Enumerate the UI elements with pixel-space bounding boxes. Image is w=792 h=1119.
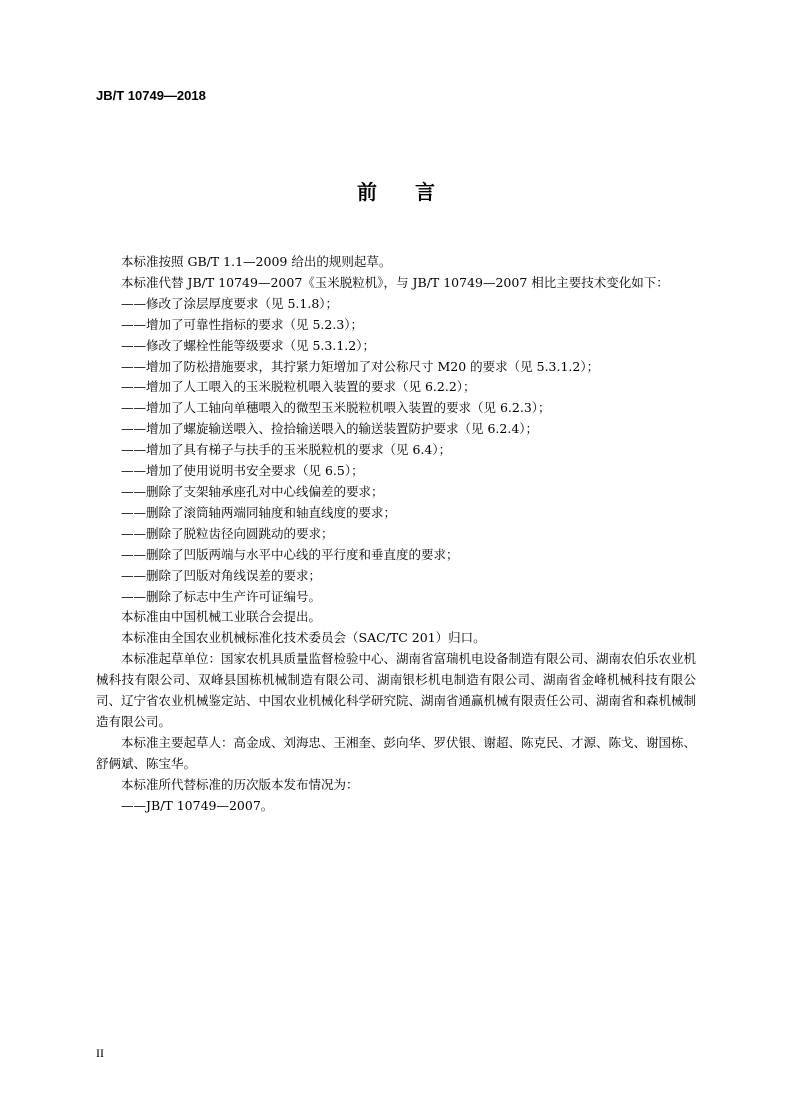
change-item: ——增加了使用说明书安全要求（见 6.5）； <box>121 463 364 479</box>
change-item: ——增加了具有梯子与扶手的玉米脱粒机的要求（见 6.4）； <box>121 442 452 458</box>
standard-code: JB/T 10749—2018 <box>96 88 206 103</box>
change-item: ——删除了标志中生产许可证编号。 <box>121 588 322 604</box>
change-item: ——删除了脱粒齿径向圆跳动的要求； <box>121 525 334 541</box>
paragraph-drafting-rules: 本标准按照 GB/T 1.1—2009 给出的规则起草。 <box>121 254 392 269</box>
paragraph-replaces: 本标准代替 JB/T 10749—2007《玉米脱粒机》，与 JB/T 10749—2007 相比主要技术变化如下： <box>121 274 669 290</box>
change-item: ——删除了凹版两端与水平中心线的平行度和垂直度的要求； <box>121 546 459 562</box>
paragraph-drafters: 本标准主要起草人：高金成、刘海忠、王湘奎、彭向华、罗伏银、谢超、陈克民、才源、陈戈、谢国栋、舒俩斌、陈宝华。 <box>96 734 697 771</box>
paragraph-proposer: 本标准由中国机械工业联合会提出。 <box>121 609 322 625</box>
change-item: ——增加了螺旋输送喂入、捡拾输送喂入的输送装置防护要求（见 6.2.4）； <box>121 421 539 437</box>
paragraph-history: 本标准所代替标准的历次版本发布情况为： <box>121 776 359 792</box>
change-item: ——删除了滚筒轴两端同轴度和轴直线度的要求； <box>121 504 397 520</box>
paragraph-committee: 本标准由全国农业机械标准化技术委员会（SAC/TC 201）归口。 <box>121 630 486 646</box>
change-item: ——删除了凹版对角线误差的要求； <box>121 567 322 583</box>
page-number: II <box>96 1046 104 1060</box>
foreword-body <box>96 252 696 816</box>
change-item: ——修改了涂层厚度要求（见 5.1.8）； <box>121 295 339 311</box>
change-item: ——增加了可靠性指标的要求（见 5.2.3）； <box>121 316 364 332</box>
change-item: ——增加了人工喂入的玉米脱粒机喂入装置的要求（见 6.2.2）； <box>121 379 476 395</box>
change-item: ——增加了人工轴向单穗喂入的微型玉米脱粒机喂入装置的要求（见 6.2.3）； <box>121 400 551 416</box>
change-item: ——修改了螺栓性能等级要求（见 5.3.1.2）； <box>121 337 375 353</box>
history-item: ——JB/T 10749—2007。 <box>121 797 274 813</box>
paragraph-drafting-units: 本标准起草单位：国家农机具质量监督检验中心、湖南省富瑞机电设备制造有限公司、湖南农伯乐农业机械科技有限公司、双峰县国栋机械制造有限公司、湖南银杉机电制造有限公司、湖南省金峰机械科技有限公司、辽宁省农业机械鉴定站、中国农业机械化科学研究院、湖南省通赢机械有限责任公司、湖南省和森机械制造有限公司。 <box>96 651 697 729</box>
change-item: ——删除了支架轴承座孔对中心线偏差的要求； <box>121 483 384 499</box>
change-item: ——增加了防松措施要求，其拧紧力矩增加了对公称尺寸 M20 的要求（见 5.3.1.2）； <box>121 358 600 374</box>
page-title: 前言 <box>357 180 473 204</box>
